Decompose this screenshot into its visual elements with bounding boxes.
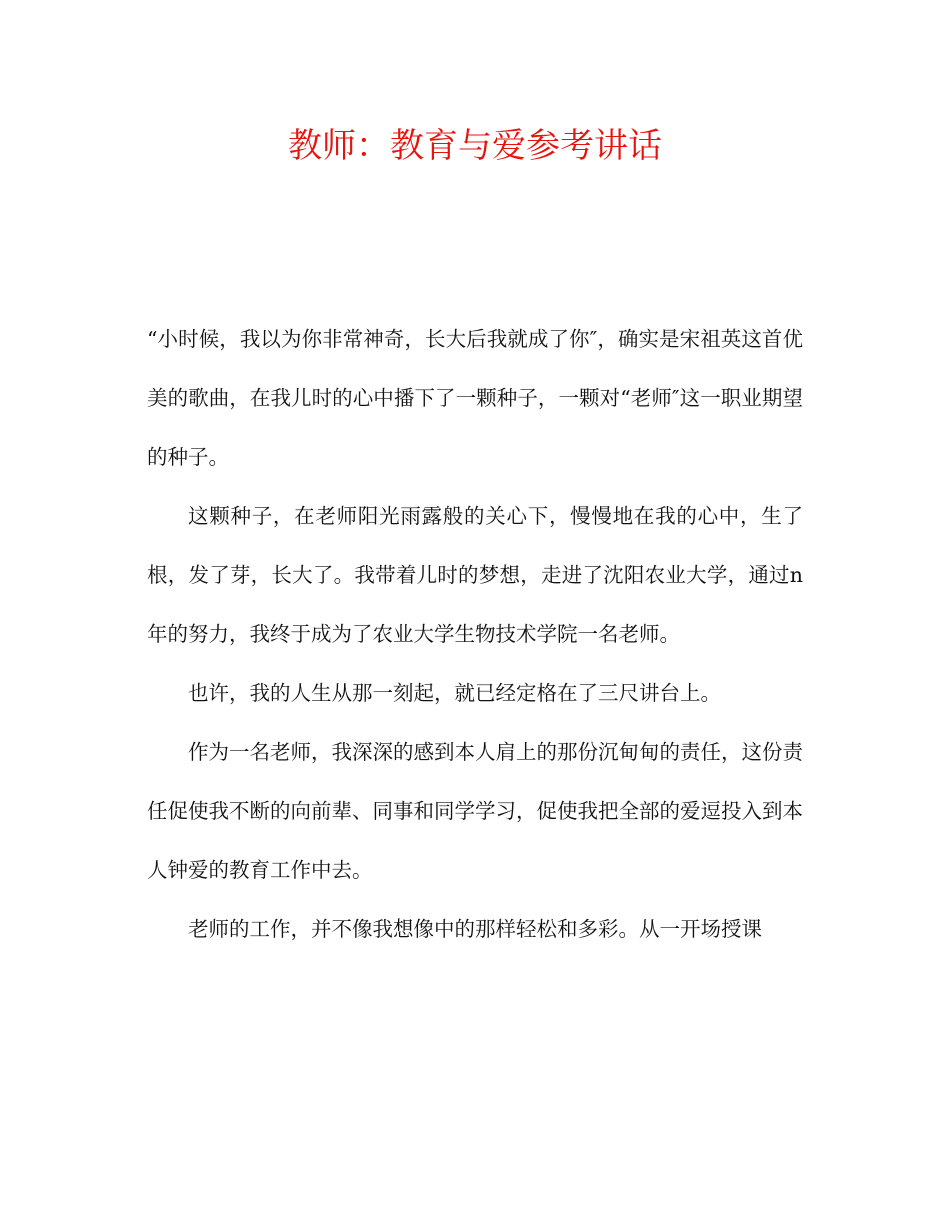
document-body [147, 310, 803, 959]
paragraph-2: 这颗种子，在老师阳光雨露般的关心下，慢慢地在我的心中，生了根，发了芽，长大了。我带着儿时的梦想，走进了沈阳农业大学，通过n年的努力，我终于成为了农业大学生物技术学院一名老师。 [147, 504, 803, 646]
paragraph-5: 老师的工作，并不像我想像中的那样轻松和多彩。从一开场授课 [188, 917, 762, 941]
paragraph-1: “小时候，我以为你非常神奇，长大后我就成了你″，确实是宋祖英这首优美的歌曲，在我儿时的心中播下了一颗种子，一颗对“老师″这一职业期望的种子。 [147, 327, 803, 469]
paragraph-3: 也许，我的人生从那一刻起，就已经定格在了三尺讲台上。 [188, 681, 721, 705]
document-title: 教师：教育与爱参考讲话 [288, 126, 662, 166]
paragraph-4: 作为一名老师，我深深的感到本人肩上的那份沉甸甸的责任，这份责任促使我不断的向前辈、同事和同学学习，促使我把全部的爱逗投入到本人钟爱的教育工作中去。 [147, 740, 803, 882]
